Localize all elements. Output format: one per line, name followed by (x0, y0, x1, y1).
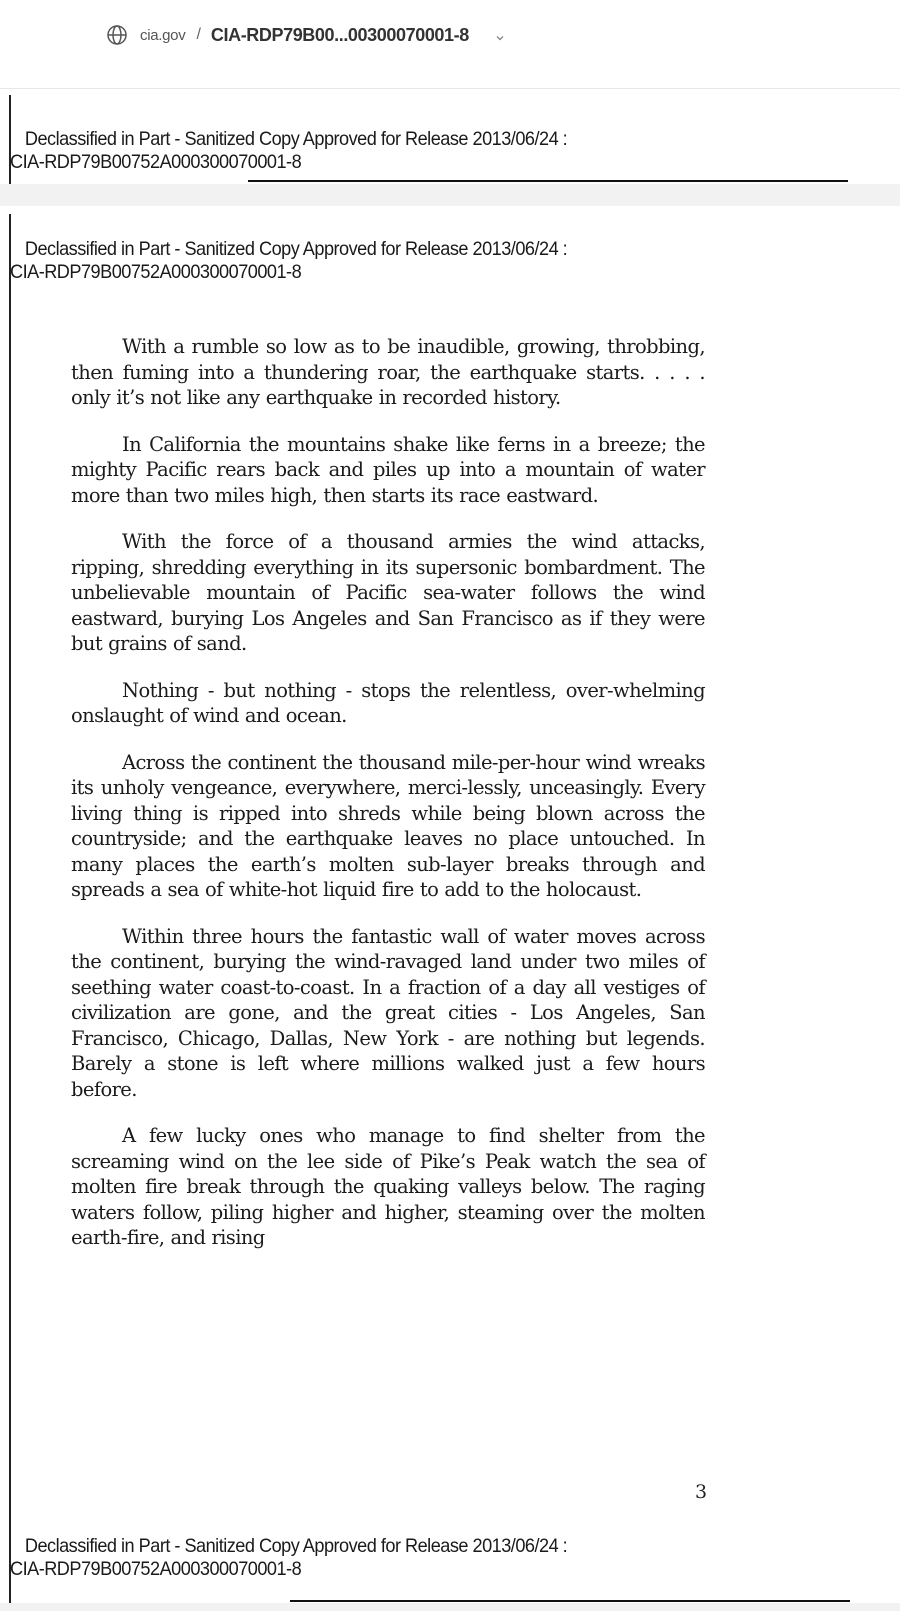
breadcrumb-domain-link[interactable]: cia.gov (140, 26, 186, 44)
stamp-underline (248, 180, 848, 182)
paragraph: In California the mountains shake like ferns in a breeze; the mighty Pacific rears back and piles up into a mountain of water more than two miles high, then starts its race eastward. (71, 432, 705, 507)
stamp-line-1: Declassified in Part - Sanitized Copy Approved for Release 2013/06/24 : (24, 238, 568, 260)
breadcrumb (106, 20, 505, 50)
paragraph: With the force of a thousand armies the wind attacks, ripping, shredding everything in its supersonic bombardment. The unbelievable mountain of Pacific sea-water follows the wind eastward, burying Los Angeles and San Francisco as if they were but grains of sand. (71, 530, 705, 655)
page-left-rule (9, 214, 11, 1604)
paragraph: Within three hours the fantastic wall of water moves across the continent, burying the wind-ravaged land under two miles of seething water coast-to-coast. In a fraction of a day all vestiges of civilization are gone, and the great cities - Los Angeles, San Francisco, Chicago, Dallas, New York - are nothing but legends. Barely a stone is left where millions walked just a few hours before. (71, 924, 705, 1101)
stamp-line-1: Declassified in Part - Sanitized Copy Approved for Release 2013/06/24 : (24, 128, 568, 150)
chevron-down-icon[interactable] (495, 30, 505, 40)
previous-page-fragment (0, 88, 900, 185)
declassification-stamp-top (10, 238, 567, 284)
page-number: 3 (695, 1481, 708, 1503)
breadcrumb-bar (0, 0, 900, 78)
stamp-line-2: CIA-RDP79B00752A000300070001-8 (10, 1558, 302, 1580)
page-separator-bottom (0, 1603, 900, 1611)
stamp-underline (290, 1600, 850, 1602)
paragraph: A few lucky ones who manage to find shelter from the screaming wind on the lee side of Pike’s Peak watch the sea of molten fire break through the quaking valleys below. The raging waters follow, piling higher and higher, steaming over the molten earth-fire, and rising (71, 1124, 705, 1249)
breadcrumb-separator: / (196, 26, 201, 43)
breadcrumb-document-title[interactable]: CIA-RDP79B00...00300070001-8 (210, 24, 469, 45)
page-separator (0, 184, 900, 206)
document-body (71, 334, 705, 1272)
stamp-line-2: CIA-RDP79B00752A000300070001-8 (10, 151, 302, 173)
paragraph: With a rumble so low as to be inaudible, growing, throbbing, then fuming into a thundering roar, the earthquake starts. . . . . only it’s not like any earthquake in recorded history. (71, 335, 705, 409)
paragraph: Across the continent the thousand mile-per-hour wind wreaks its unholy vengeance, everywhere, merci-lessly, unceasingly. Every living thing is ripped into shreds while being blown across the countryside; and the earthquake leaves no place untouched. In many places the earth’s molten sub-layer breaks through and spreads a sea of white-hot liquid fire to add to the holocaust. (71, 750, 705, 901)
globe-icon[interactable] (106, 24, 128, 46)
stamp-line-1: Declassified in Part - Sanitized Copy Approved for Release 2013/06/24 : (24, 1535, 568, 1557)
declassification-stamp-bottom (10, 1535, 567, 1581)
declassification-stamp (10, 128, 567, 174)
paragraph: Nothing - but nothing - stops the relentless, over-whelming onslaught of wind and ocean. (71, 678, 705, 727)
stamp-line-2: CIA-RDP79B00752A000300070001-8 (10, 261, 302, 283)
